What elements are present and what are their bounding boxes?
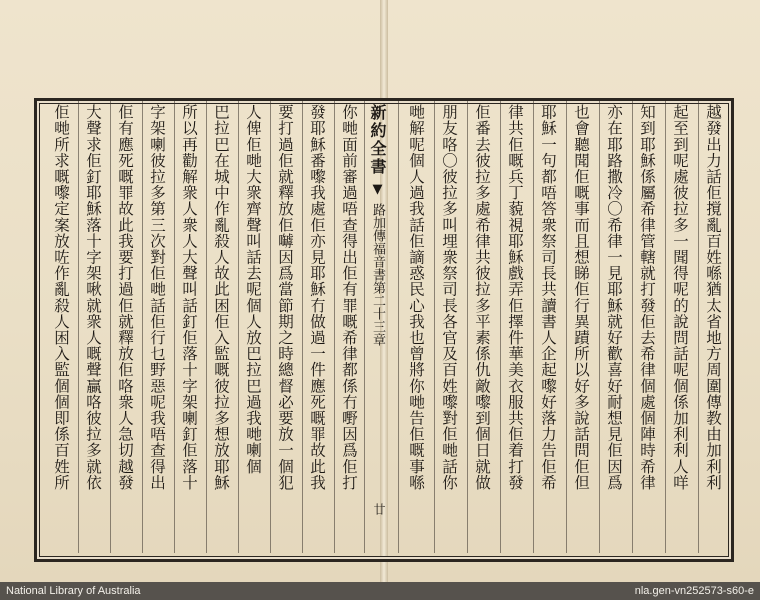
column-rule [566, 101, 567, 553]
chapter-subtitle: 路加傳福音書第二十三章 [370, 203, 385, 346]
column-rule [599, 101, 600, 553]
text-column: 佢番去彼拉多處希律共彼拉多平素係仇敵嚟到個日就做 [473, 104, 491, 491]
column-rule [434, 101, 435, 553]
library-credit: National Library of Australia [6, 585, 141, 597]
column-rule [632, 101, 633, 553]
text-column: 你哋面前審過唔查得出佢有罪嘅希律都係冇嘢因爲佢打 [340, 104, 358, 491]
column-rule [698, 101, 699, 553]
image-identifier: nla.gen-vn252573-s60-e [634, 585, 754, 597]
footer-bar [0, 582, 760, 600]
text-column: 也會聽聞佢嘅事而且想睇佢行異蹟所以好多說話問佢但 [572, 104, 590, 491]
column-rule [110, 101, 111, 553]
column-rule [364, 101, 365, 553]
text-column: 亦在耶路撒冷〇希律一見耶穌就好歡喜好耐想見佢因爲 [605, 104, 623, 491]
column-rule [665, 101, 666, 553]
text-column: 起至到呢處彼拉多一聞得呢的說問話呢個係加利利人咩 [671, 104, 689, 491]
folio-number: 廿 [372, 503, 386, 515]
column-rule [174, 101, 175, 553]
column-rule [302, 101, 303, 553]
text-column: 巴拉巴在城中作亂殺人故此困佢入監嘅彼拉多想放耶穌 [212, 104, 230, 491]
text-column: 所以再勸解衆人衆人大聲叫話釘佢落十字架喇釘佢落十 [180, 104, 198, 491]
text-column: 字架喇彼拉多第三次對佢哋話佢行乜野惡呢我唔查得出 [148, 104, 166, 491]
text-column: 人俾佢哋大衆齊聲叫話去呢個人放巴拉巴過我哋喇個 [244, 104, 262, 475]
column-rule [238, 101, 239, 553]
column-rule [142, 101, 143, 553]
text-column: 發耶穌番嚟我處佢亦見耶穌冇做過一件應死嘅罪故此我 [308, 104, 326, 491]
text-column: 耶穌一句都唔答衆祭司長共讀書人企起嚟好落力告佢希 [539, 104, 557, 491]
text-column: 要打過佢就釋放佢嚹因爲當節期之時總督必要放一個犯 [276, 104, 294, 491]
column-rule [334, 101, 335, 553]
column-rule [398, 101, 399, 553]
text-column: 佢有應死嘅罪故此我要打過佢就釋放佢咯衆人急切越發 [116, 104, 134, 491]
text-column: 大聲求佢釘耶穌落十字架啾就衆人嘅聲贏咯彼拉多就依 [84, 104, 102, 491]
text-column: 佢哋所求嘅嚟定案放咗作亂殺人困入監個個即係百姓所 [52, 104, 70, 491]
center-column [366, 104, 388, 550]
text-column: 朋友咯〇彼拉多叫埋衆祭司長各官及百姓嚟對佢哋話你 [440, 104, 458, 491]
text-column: 哋解呢個人過我話佢謫惑民心我也曾將你哋告佢嘅事喺 [407, 104, 425, 491]
book-title: 新約全書 [368, 104, 387, 176]
text-column: 知到耶穌係屬希律管轄就打發佢去希律個處個陣時希律 [638, 104, 656, 491]
column-rule [270, 101, 271, 553]
fish-tail-ornament: ▼ [370, 182, 385, 197]
column-rule [206, 101, 207, 553]
text-column: 越發出力話佢撹亂百姓喺猶太省地方周圍傳教由加利利 [704, 104, 722, 491]
text-column: 律共佢嘅兵丁藐視耶穌戲弄佢擇件華美衣服共佢着打發 [506, 104, 524, 491]
column-rule [467, 101, 468, 553]
column-rule [533, 101, 534, 553]
column-rule [500, 101, 501, 553]
column-rule [78, 101, 79, 553]
